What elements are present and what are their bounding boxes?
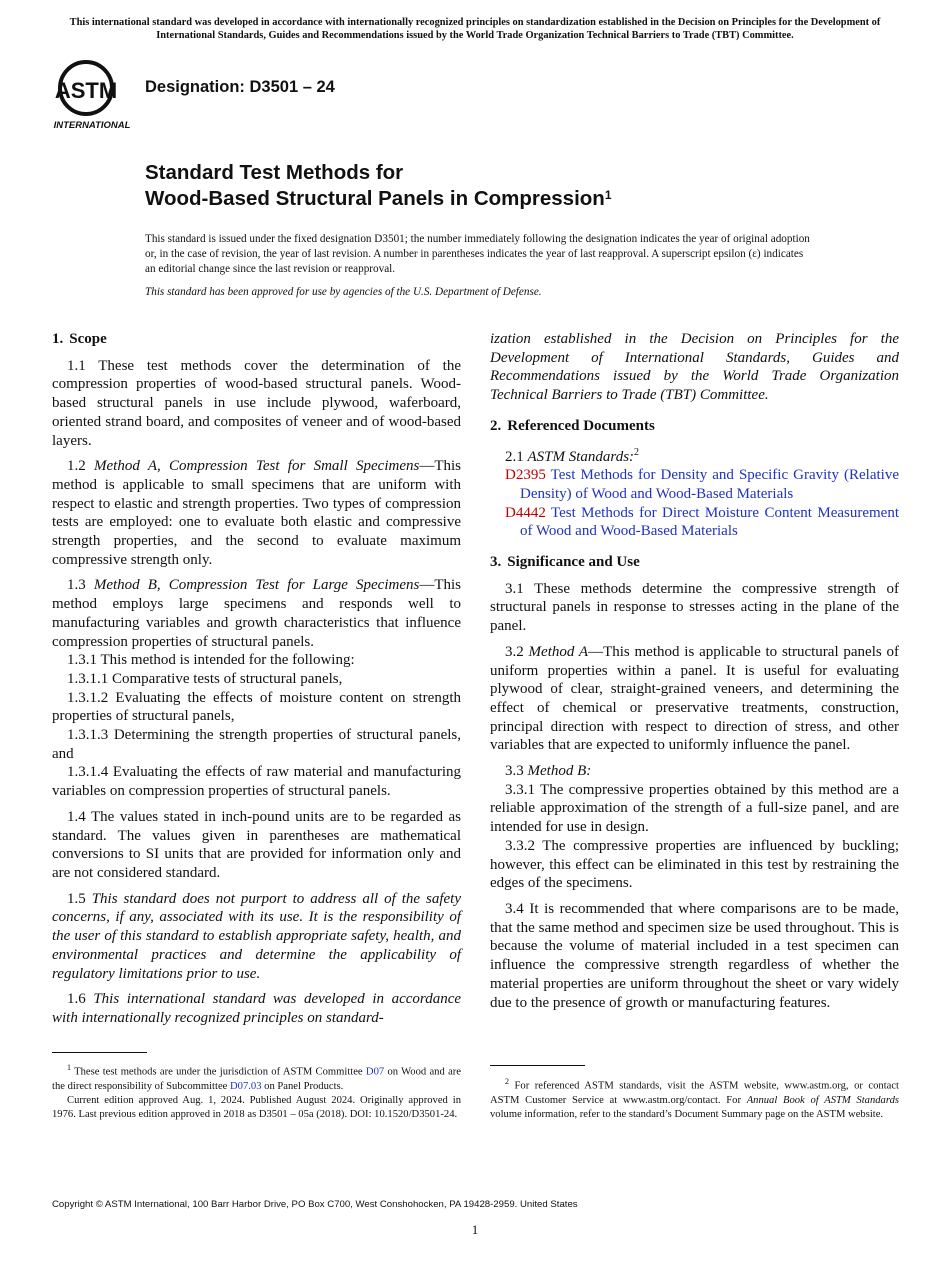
footnote-text: volume information, refer to the standard’s Document Summary page on the ASTM website. (490, 1108, 884, 1120)
paragraph-3-3-1: 3.3.1 The compressive properties obtained by this method are a reliable approximation of the strength of a full-size panel, and are intended for use in design. (490, 781, 899, 836)
paragraph-1-3-1-3: 1.3.1.3 Determining the strength properties of structural panels, and (52, 727, 461, 762)
para-number: 1.2 (67, 458, 86, 475)
section-number: 2. (490, 417, 502, 434)
para-body: This international standard was developed in accordance with internationally recognized principles on standard- (52, 991, 462, 1026)
footnote-1-para-a (52, 1061, 461, 1094)
paragraph-1-3-1-4: 1.3.1.4 Evaluating the effects of raw material and manufacturing variables on compression properties of structural panels. (52, 764, 461, 800)
paragraph-1-3-1-2: 1.3.1.2 Evaluating the effects of moisture content on strength properties of structural panels, (52, 689, 461, 725)
footnote-rule-right (490, 1065, 585, 1066)
logo-letters: ASTM (54, 78, 118, 103)
subcommittee-link[interactable]: D07.03 (230, 1080, 262, 1092)
title-line-2 (145, 186, 612, 212)
para-number: 1.6 (67, 991, 86, 1008)
para-body: —This method employs large specimens and responds well to manufacturing variables and growth characteristics that influence compression properties of structural panels. (52, 577, 462, 650)
reference-code-link[interactable]: D4442 (505, 504, 546, 521)
title-footnote-mark: 1 (604, 188, 612, 202)
footnote-text: For referenced ASTM standards, visit the ASTM website, www.astm.org, or contact ASTM Customer Service at www.astm.org/contact. For (490, 1080, 899, 1106)
section-title: Significance and Use (507, 554, 640, 571)
para-number: 1.5 (67, 890, 86, 907)
reference-code-link[interactable]: D2395 (505, 467, 546, 484)
footnote-2 (490, 1075, 899, 1122)
footnote-text: These test methods are under the jurisdiction of ASTM Committee (74, 1066, 366, 1078)
dod-statement: This standard has been approved for use by agencies of the U.S. Department of Defense. (145, 286, 542, 298)
section-number: 1. (52, 331, 64, 347)
document-title (145, 160, 612, 212)
para-heading: Method A, Compression Test for Small Specimens (94, 458, 420, 475)
paragraph-3-3-2: 3.3.2 The compressive properties are influenced by buckling; however, this effect can be eliminated in this test by restraining the edges of the specimens. (490, 837, 899, 892)
reference-title-link[interactable]: Test Methods for Density and Specific Gravity (Relative Density) of Wood and Wood-Based Materials (520, 467, 899, 502)
reference-title-link[interactable]: Test Methods for Direct Moisture Content Measurement of Wood and Wood-Based Materials (520, 504, 899, 540)
para-number: 3.2 (505, 643, 524, 660)
para-body: —This method is applicable to structural panels of uniform properties within a panel. It is useful for evaluating plywood of clear, straight-grained veneers, and determining the effect of chemical or preservative treatments, construction, principal direction with respect to direction of stress, and other variables that are expected to uniformly influence the panel. (490, 643, 900, 754)
paragraph-1-1: 1.1 These test methods cover the determination of the compression properties of wood-based structural panels. Wood-based structural panels in use include plywood, waferboard, oriented strand board, and composites of veneer and of wood-based layers. (52, 357, 461, 449)
section-title: Scope (69, 331, 107, 347)
para-number: 2.1 (505, 448, 524, 465)
footnote-mark: 2 (634, 446, 640, 458)
paragraph-3-4: 3.4 It is recommended that where comparisons are to be made, that the same method and specimen size be used throughout. This is because the volume of material included in a test specimen can influence the compressive strength regardless of whether the material properties are uniform throughout the sheet or vary widely due to the presence of growth or manufacturing features. (490, 900, 899, 1011)
footnote-mark: 1 (67, 1063, 71, 1072)
para-heading: Method A (528, 643, 589, 660)
footnote-1 (52, 1061, 461, 1122)
paragraph-1-3 (52, 576, 461, 651)
reference-item[interactable] (490, 504, 899, 541)
section-title: Referenced Documents (507, 417, 655, 434)
paragraph-1-6 (52, 990, 461, 1027)
paragraph-1-2 (52, 457, 461, 569)
reference-item[interactable] (490, 466, 899, 503)
para-number: 3.3 (505, 763, 524, 780)
para-body: This standard does not purport to address all of the safety concerns, if any, associated with its use. It is the responsibility of the user of this standard to establish appropriate safety, health, and environmental practices and determine the applicability of regulatory limitations prior to use. (52, 890, 462, 982)
paragraph-1-3-1: 1.3.1 This method is intended for the following: (67, 652, 355, 669)
top-notice: This international standard was developed in accordance with internationally recognized principles on standardization established in the Decision on Principles for the Development of International Standards, Guides and Recommendations issued by the World Trade Organization Technical Barriers to Trade (TBT) Committee. (69, 17, 881, 41)
footnote-2-para (490, 1075, 899, 1122)
section-number: 3. (490, 554, 502, 571)
para-heading: Method B, Compression Test for Large Specimens (93, 577, 420, 594)
footnote-text-italic: Annual Book of ASTM Standards (746, 1094, 899, 1106)
footnote-text: on Wood and are the direct responsibility of Subcommittee (52, 1066, 462, 1092)
copyright-line: Copyright © ASTM International, 100 Barr Harbor Drive, PO Box C700, West Conshohocken, PA 19428-2959. United States (52, 1199, 578, 1210)
paragraph-3-1: 3.1 These methods determine the compressive strength of structural panels in response to stresses acting in the plane of the panel. (490, 580, 899, 635)
paragraph-2-1 (490, 444, 899, 467)
title-line-2-text: Wood-Based Structural Panels in Compression (145, 187, 605, 210)
footnote-1-para-b: Current edition approved Aug. 1, 2024. Published August 2024. Originally approved in 1976. Last previous edition approved in 2018 as D3501 – 05a (2018). DOI: 10.1520/D3501-24. (52, 1094, 461, 1120)
committee-link[interactable]: D07 (365, 1066, 385, 1078)
logo-org: INTERNATIONAL (53, 120, 131, 131)
paragraph-1-4: 1.4 The values stated in inch-pound units are to be regarded as standard. The values given in parentheses are mathematical conversions to SI units that are provided for information only and are not considered standard. (52, 808, 461, 881)
footnote-rule-left (52, 1052, 147, 1053)
paragraph-3-2 (490, 643, 899, 755)
paragraph-1-5 (52, 890, 461, 984)
title-line-1: Standard Test Methods for (145, 161, 404, 184)
section-heading-significance (490, 553, 899, 572)
page-number: 1 (471, 1222, 479, 1237)
para-heading: ASTM Standards: (527, 448, 635, 465)
astm-logo (52, 58, 136, 132)
paragraph-1-6-continued: ization established in the Decision on Principles for the Development of International Standards, Guides and Recommendations issued by the World Trade Organization Technical Barriers to Trade (TBT) Committee. (490, 331, 899, 404)
right-column (490, 330, 899, 1019)
paragraph-3-3 (490, 762, 899, 781)
para-body: —This method is applicable to small specimens that are uniform with respect to elastic and strength properties. Two types of compression tests are employed: one to evaluate both elastic and compressive strength properties, and the second to evaluate maximum compressive strength only. (52, 458, 462, 568)
issued-statement: This standard is issued under the fixed designation D3501; the number immediately following the designation indicates the year of original adoption or, in the case of revision, the year of last revision. A number in parentheses indicates the year of last reapproval. A superscript epsilon (ε) indicates an editorial change since the last revision or reapproval. (145, 233, 810, 275)
footnote-mark: 2 (505, 1077, 509, 1086)
footnote-text: on Panel Products. (261, 1080, 344, 1092)
para-number: 1.3 (67, 577, 86, 594)
section-heading-referenced (490, 417, 899, 436)
para-heading: Method B: (527, 763, 592, 780)
left-column (52, 330, 461, 1035)
paragraph-1-3-1-1: 1.3.1.1 Comparative tests of structural panels, (67, 670, 343, 687)
section-heading-scope (52, 330, 461, 349)
designation: Designation: D3501 – 24 (145, 78, 335, 96)
